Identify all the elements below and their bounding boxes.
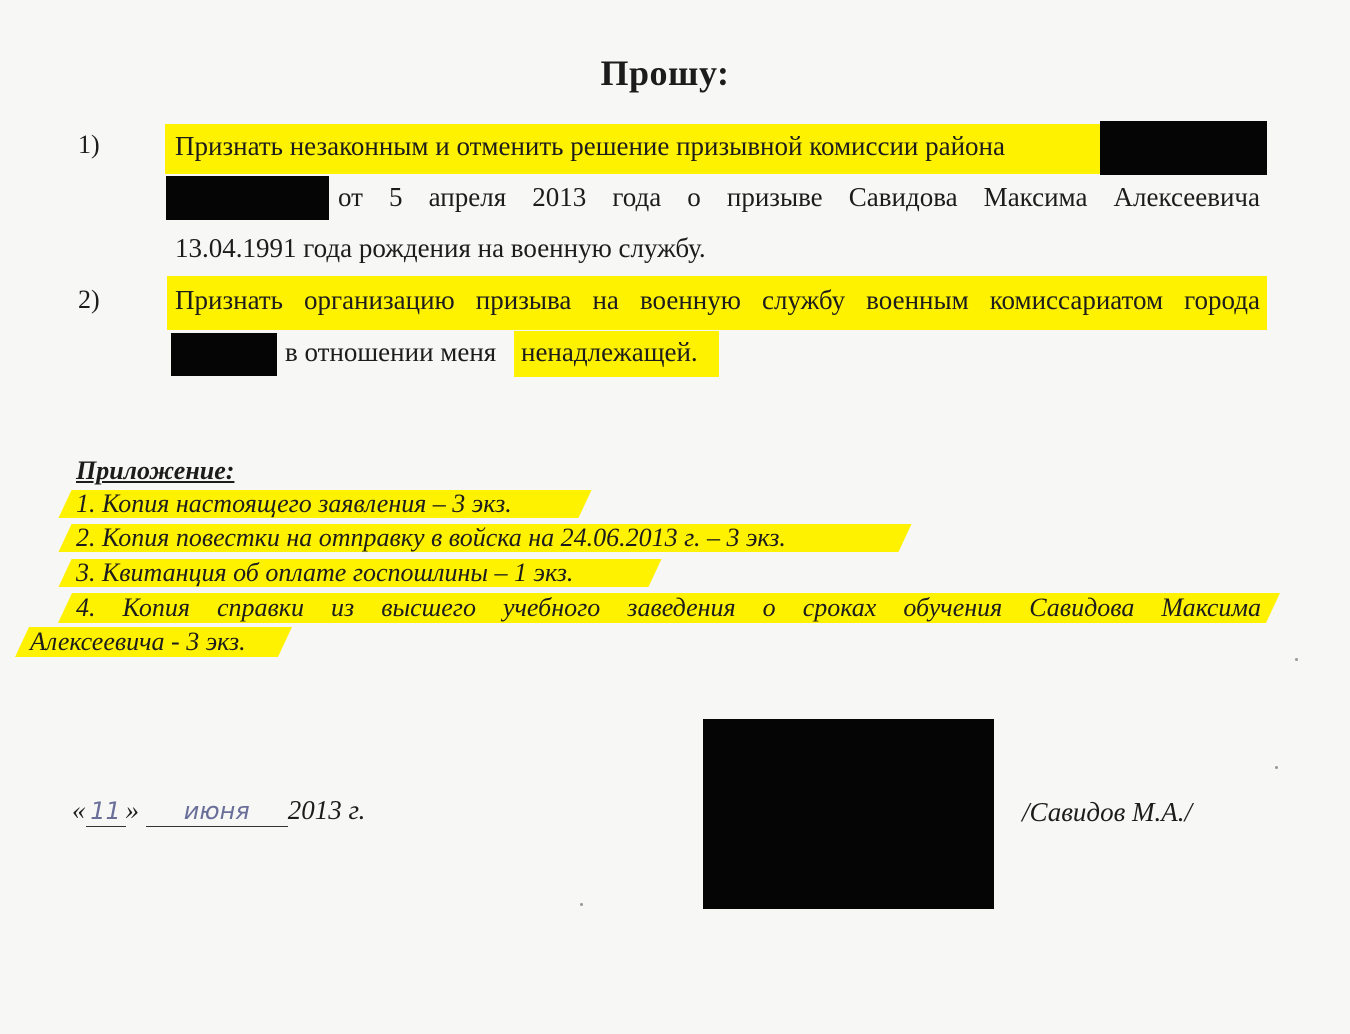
request-2-line-2-highlight: ненадлежащей. — [521, 337, 698, 367]
date-day-handwritten: 11 — [90, 797, 121, 825]
request-1-line-3: 13.04.1991 года рождения на военную службу. — [175, 233, 706, 263]
annex-item-4-continuation: Алексеевича - 3 экз. — [30, 627, 246, 656]
redaction-signature — [703, 719, 994, 909]
signature-date — [72, 795, 365, 827]
date-year: 2013 г. — [287, 795, 366, 825]
page-title: Прошу: — [600, 53, 730, 93]
scan-speck — [580, 903, 583, 906]
date-month-handwritten: июня — [183, 797, 250, 825]
scan-speck — [1295, 658, 1298, 661]
request-2-number: 2) — [78, 285, 100, 314]
redaction-district-name-continued — [166, 176, 329, 220]
redaction-city-name — [171, 333, 277, 376]
request-1-line-1: Признать незаконным и отменить решение призывной комиссии района — [175, 131, 1005, 161]
request-1-number: 1) — [78, 130, 100, 159]
annex-item-2: 2. Копия повестки на отправку в войска на 24.06.2013 г. – 3 экз. — [76, 523, 786, 552]
annex-item-1: 1. Копия настоящего заявления – 3 экз. — [76, 489, 512, 518]
date-close-quote: » — [125, 795, 139, 825]
date-open-quote: « — [72, 795, 86, 825]
request-2-line-2-text: в отношении меня — [285, 337, 497, 367]
request-2-line-1: Признать организацию призыва на военную службу военным комиссариатом города — [175, 285, 1260, 315]
redaction-district-name — [1100, 121, 1267, 175]
scan-speck — [1275, 766, 1278, 769]
signatory-name: /Савидов М.А./ — [1022, 797, 1193, 827]
request-1-line-2: от 5 апреля 2013 года о призыве Савидова Максима Алексеевича — [338, 182, 1260, 212]
annex-item-4: 4. Копия справки из высшего учебного заведения о сроках обучения Савидова Максима — [76, 593, 1261, 622]
annex-item-3: 3. Квитанция об оплате госпошлины – 1 экз. — [76, 558, 574, 587]
annex-title: Приложение: — [76, 456, 235, 485]
